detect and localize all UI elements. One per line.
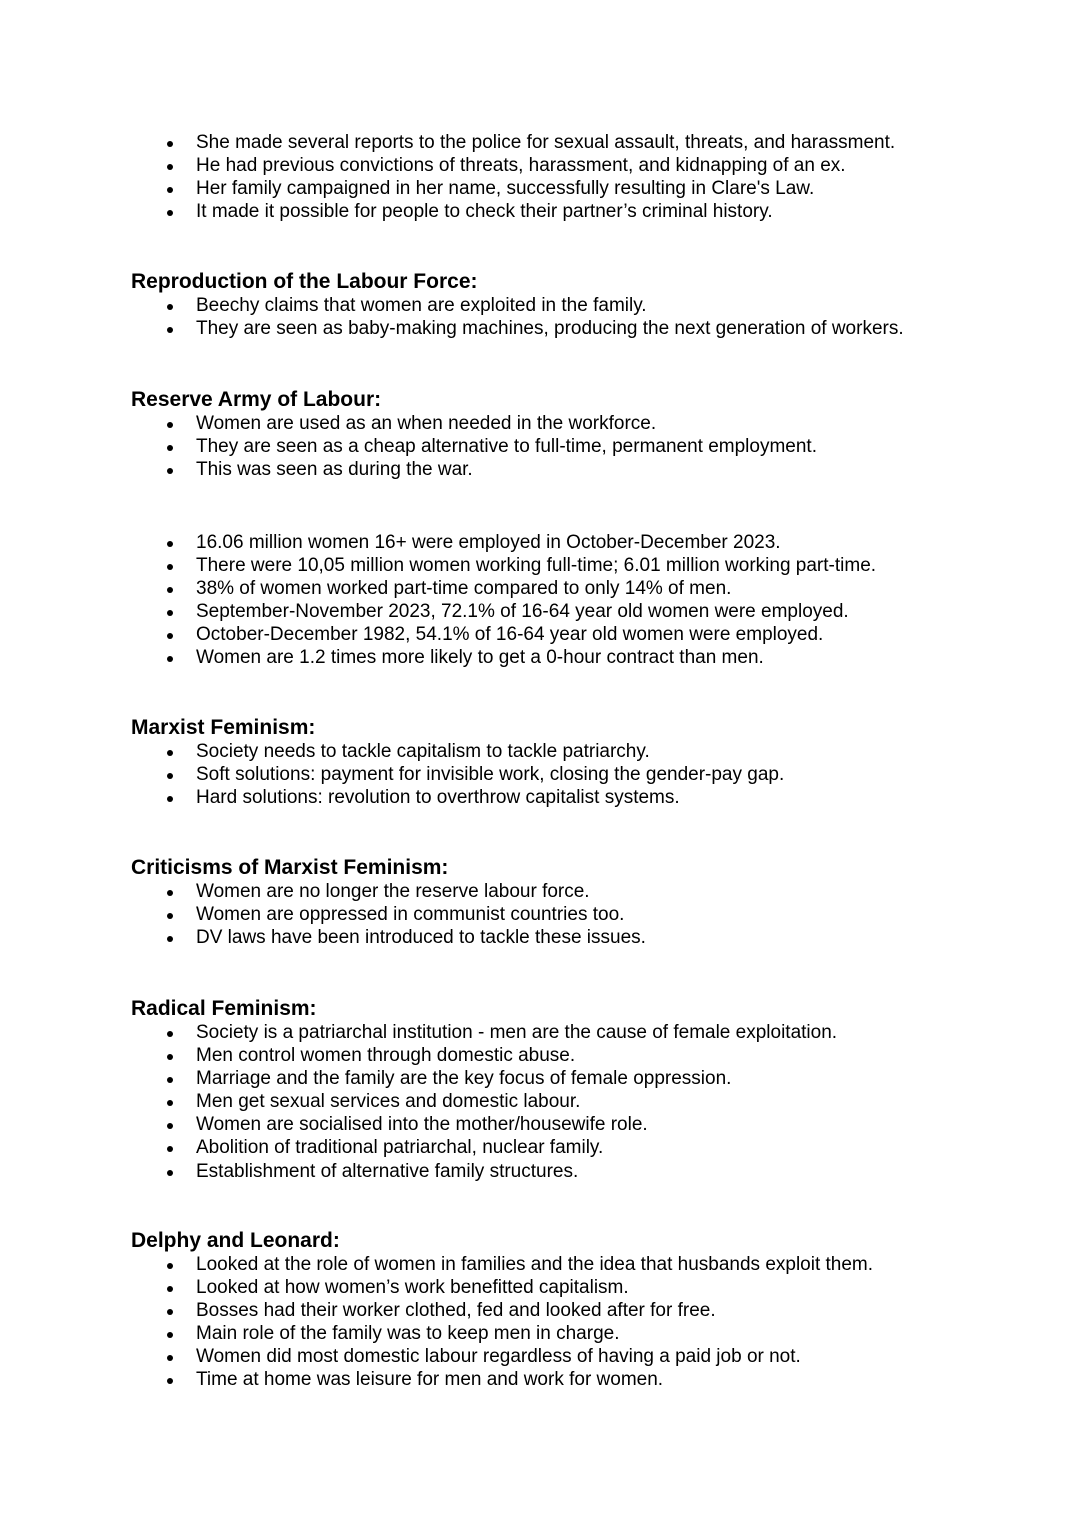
bullet-list-reserve-army — [131, 412, 1031, 481]
list-item: Men control women through domestic abuse. — [131, 1044, 1031, 1067]
list-item: Looked at the role of women in families and the idea that husbands exploit them. — [131, 1253, 1031, 1276]
list-item: Women are 1.2 times more likely to get a 0-hour contract than men. — [131, 646, 1031, 669]
bullet-list-clares-law — [131, 131, 1031, 223]
section-reproduction-labour-force — [131, 270, 1031, 340]
list-item: She made several reports to the police for sexual assault, threats, and harassment. — [131, 131, 1031, 154]
bullet-list-radical-feminism — [131, 1021, 1031, 1183]
bullet-list-marxist-feminism — [131, 740, 1031, 809]
list-item: Women are oppressed in communist countries too. — [131, 903, 1031, 926]
section-heading: Delphy and Leonard: — [131, 1229, 340, 1252]
list-item: Bosses had their worker clothed, fed and looked after for free. — [131, 1299, 1031, 1322]
list-item: Establishment of alternative family structures. — [131, 1160, 1031, 1183]
section-radical-feminism — [131, 997, 1031, 1183]
list-item: Looked at how women’s work benefitted capitalism. — [131, 1276, 1031, 1299]
bullet-list-criticisms — [131, 880, 1031, 949]
list-item: Society is a patriarchal institution - men are the cause of female exploitation. — [131, 1021, 1031, 1044]
section-heading: Reserve Army of Labour: — [131, 388, 382, 411]
bullet-list-statistics — [131, 531, 1031, 670]
list-item: October-December 1982, 54.1% of 16-64 year old women were employed. — [131, 623, 1031, 646]
section-criticisms-marxist-feminism — [131, 856, 1031, 949]
bullet-list-delphy-leonard — [131, 1253, 1031, 1392]
list-item: This was seen as during the war. — [131, 458, 1031, 481]
list-item: Time at home was leisure for men and work for women. — [131, 1368, 1031, 1391]
list-item: Women are used as an when needed in the workforce. — [131, 412, 1031, 435]
bullet-list-reproduction — [131, 294, 1031, 340]
list-item: They are seen as a cheap alternative to full-time, permanent employment. — [131, 435, 1031, 458]
list-item: Hard solutions: revolution to overthrow capitalist systems. — [131, 786, 1031, 809]
list-item: They are seen as baby-making machines, producing the next generation of workers. — [131, 317, 1031, 340]
list-item: Soft solutions: payment for invisible work, closing the gender-pay gap. — [131, 763, 1031, 786]
list-item: DV laws have been introduced to tackle these issues. — [131, 926, 1031, 949]
list-item: He had previous convictions of threats, harassment, and kidnapping of an ex. — [131, 154, 1031, 177]
list-item: 16.06 million women 16+ were employed in October-December 2023. — [131, 531, 1031, 554]
section-reserve-army — [131, 388, 1031, 481]
section-marxist-feminism — [131, 716, 1031, 809]
section-heading: Criticisms of Marxist Feminism: — [131, 856, 449, 879]
list-item: Women are socialised into the mother/housewife role. — [131, 1113, 1031, 1136]
list-item: There were 10,05 million women working full-time; 6.01 million working part-time. — [131, 554, 1031, 577]
section-employment-statistics — [131, 531, 1031, 670]
list-item: It made it possible for people to check their partner’s criminal history. — [131, 200, 1031, 223]
section-heading: Reproduction of the Labour Force: — [131, 270, 478, 293]
list-item: Women are no longer the reserve labour force. — [131, 880, 1031, 903]
list-item: Main role of the family was to keep men in charge. — [131, 1322, 1031, 1345]
list-item: Society needs to tackle capitalism to tackle patriarchy. — [131, 740, 1031, 763]
section-heading: Radical Feminism: — [131, 997, 317, 1020]
list-item: Her family campaigned in her name, successfully resulting in Clare's Law. — [131, 177, 1031, 200]
list-item: Marriage and the family are the key focus of female oppression. — [131, 1067, 1031, 1090]
section-heading: Marxist Feminism: — [131, 716, 316, 739]
list-item: September-November 2023, 72.1% of 16-64 year old women were employed. — [131, 600, 1031, 623]
list-item: Beechy claims that women are exploited in the family. — [131, 294, 1031, 317]
list-item: Men get sexual services and domestic labour. — [131, 1090, 1031, 1113]
list-item: 38% of women worked part-time compared to only 14% of men. — [131, 577, 1031, 600]
list-item: Women did most domestic labour regardless of having a paid job or not. — [131, 1345, 1031, 1368]
section-delphy-leonard — [131, 1229, 1031, 1392]
section-clares-law — [131, 131, 1031, 223]
list-item: Abolition of traditional patriarchal, nuclear family. — [131, 1136, 1031, 1159]
